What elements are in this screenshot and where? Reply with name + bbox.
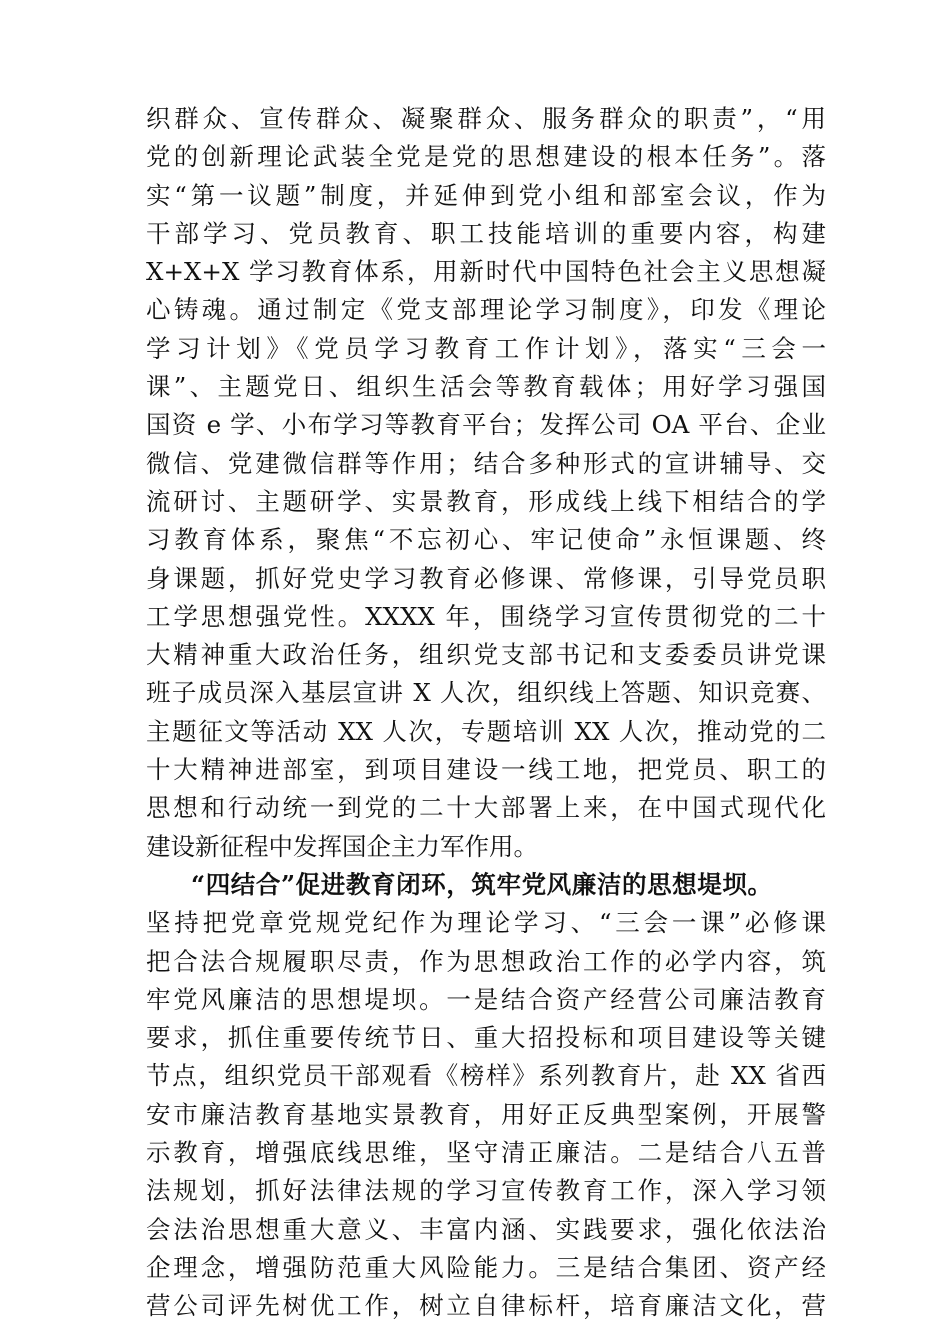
text-line: 建设新征程中发挥国企主力军作用。 (146, 831, 538, 861)
text-line: 十大精神进部室，到项目建设一线工地，把党员、职工的 (146, 755, 826, 785)
paragraph-clean-governance (146, 866, 826, 1326)
text-line: 党的创新理论武装全党是党的思想建设的根本任务”。落 (146, 142, 826, 172)
text-line: 安市廉洁教育基地实景教育，用好正反典型案例，开展警 (146, 1099, 826, 1129)
text-line: 会法治思想重大意义、丰富内涵、实践要求，强化依法治 (146, 1214, 826, 1244)
document-body (146, 100, 826, 1326)
text-line: 工学思想强党性。XXXX 年，围绕学习宣传贯彻党的二十 (146, 601, 826, 631)
text-line: 班子成员深入基层宣讲 X 人次，组织线上答题、知识竞赛、 (146, 678, 826, 708)
text-line: 大精神重大政治任务，组织党支部书记和支委委员讲党课 (146, 640, 826, 670)
text-line: 身课题，抓好党史学习教育必修课、常修课，引导党员职 (146, 563, 826, 593)
text-line: 实“第一议题”制度，并延伸到党小组和部室会议，作为 (146, 180, 826, 210)
text-line: 心铸魂。通过制定《党支部理论学习制度》，印发《理论 (146, 295, 826, 325)
text-line: 企理念，增强防范重大风险能力。三是结合集团、资产经 (146, 1252, 826, 1282)
text-line: 国资 e 学、小布学习等教育平台；发挥公司 OA 平台、企业 (146, 410, 826, 440)
text-line: 习教育体系，聚焦“不忘初心、牢记使命”永恒课题、终 (146, 525, 826, 555)
text-line: 学习计划》《党员学习教育工作计划》，落实“三会一 (146, 333, 826, 363)
text-line: 课”、主题党日、组织生活会等教育载体；用好学习强国 (146, 372, 826, 402)
text-line: 流研讨、主题研学、实景教育，形成线上线下相结合的学 (146, 486, 826, 516)
text-line: 节点，组织党员干部观看《榜样》系列教育片，赴 XX 省西 (146, 1061, 826, 1091)
text-line: 示教育，增强底线思维，坚守清正廉洁。二是结合八五普 (146, 1138, 826, 1168)
text-line: 思想和行动统一到党的二十大部署上来，在中国式现代化 (146, 793, 826, 823)
text-line: 法规划，抓好法律法规的学习宣传教育工作，深入学习领 (146, 1176, 826, 1206)
text-line: 主题征文等活动 XX 人次，专题培训 XX 人次，推动党的二 (146, 716, 826, 746)
paragraph-theory-study (146, 100, 826, 866)
text-line: 干部学习、党员教育、职工技能培训的重要内容，构建 (146, 218, 826, 248)
text-line: 微信、党建微信群等作用；结合多种形式的宣讲辅导、交 (146, 448, 826, 478)
section-heading: “四结合”促进教育闭环，筑牢党风廉洁的思想堤坝。 (191, 869, 773, 899)
text-line: 要求，抓住重要传统节日、重大招投标和项目建设等关键 (146, 1023, 826, 1053)
text-line: 牢党风廉洁的思想堤坝。一是结合资产经营公司廉洁教育 (146, 984, 826, 1014)
text-line: 坚持把党章党规党纪作为理论学习、“三会一课”必修课 (146, 908, 826, 938)
text-line: X+X+X 学习教育体系，用新时代中国特色社会主义思想凝 (146, 257, 826, 287)
text-line: 营公司评先树优工作，树立自律标杆，培育廉洁文化，营 (146, 1291, 826, 1321)
text-line: 织群众、宣传群众、凝聚群众、服务群众的职责”，“用 (146, 104, 826, 133)
text-line: 把合法合规履职尽责，作为思想政治工作的必学内容，筑 (146, 946, 826, 976)
